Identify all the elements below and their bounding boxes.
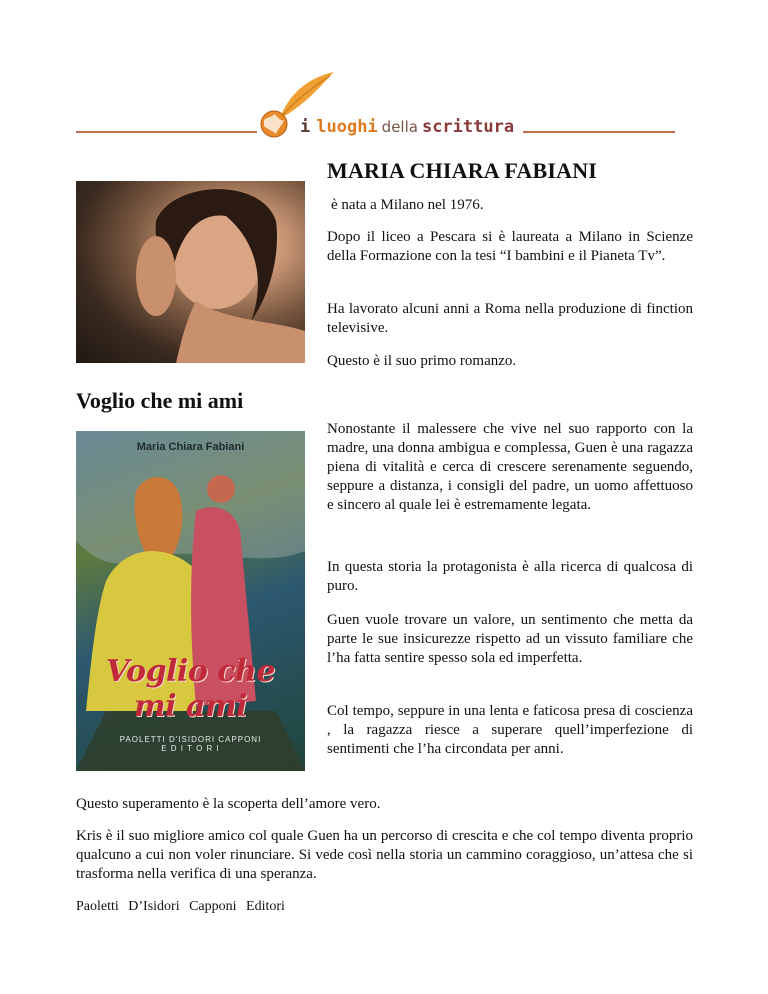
book-title-heading: Voglio che mi ami [76, 388, 244, 413]
logo-della: della [381, 118, 418, 136]
synopsis-paragraph-1: Nonostante il malessere che vive nel suo rapporto con la madre, una donna ambigua e complessa, Guen è una ragazza piena di vitalità e cerca di crescere serenamente seguendo, seppure a distanza, i consigli del padre, un uomo affettuoso e sincero al quale lei è estremamente legata. [327, 421, 693, 513]
header-rule-left [76, 131, 257, 133]
synopsis-paragraph-4: Col tempo, seppure in una lenta e faticosa presa di coscienza , la ragazza riesce a superare quell’imperfezione di sentimenti che l’ha circondata per anni. [327, 703, 693, 757]
bio-work: Ha lavorato alcuni anni a Roma nella produzione di finction televisive. [327, 301, 693, 336]
bio-birth: è nata a Milano nel 1976. [331, 197, 484, 213]
synopsis-paragraph-6: Kris è il suo migliore amico col quale Guen ha un percorso di crescita e che col tempo diventa proprio qualcuno a cui non voler rinunciare. Si vede così nella storia un cammino coraggioso, un’attesa che si trasforma nella verifica di una speranza. [76, 828, 693, 882]
publisher-footer: Paoletti D’Isidori Capponi Editori [76, 899, 285, 914]
cover-publisher [76, 735, 305, 753]
site-logo-text [300, 114, 514, 140]
header-rule-right [523, 131, 675, 133]
cover-author: Maria Chiara Fabiani [136, 441, 245, 453]
cover-title: Voglio che mi ami [106, 654, 275, 724]
author-photo [76, 181, 305, 363]
bio-education: Dopo il liceo a Pescara si è laureata a Milano in Scienze della Formazione con la tesi “I bambini e il Pianeta Tv”. [327, 229, 693, 264]
logo-i: i [300, 117, 311, 137]
synopsis-paragraph-2: In questa storia la protagonista è alla ricerca di qualcosa di puro. [327, 559, 693, 594]
logo-luoghi: luoghi [316, 117, 378, 137]
synopsis-paragraph-5: Questo superamento è la scoperta dell’amore vero. [76, 796, 381, 812]
book-cover [76, 431, 305, 771]
cover-publisher-line2: E D I T O R I [161, 744, 220, 753]
bio-first-novel: Questo è il suo primo romanzo. [327, 353, 517, 369]
synopsis-paragraph-3: Guen vuole trovare un valore, un sentimento che metta da parte le sue insicurezze rispetto ad un vissuto familiare che l’ha fatta sentire spesso sola ed imperfetta. [327, 612, 693, 666]
cover-publisher-line1: PAOLETTI D'ISIDORI CAPPONI [119, 735, 262, 744]
logo-scrittura: scrittura [421, 117, 515, 137]
author-name: MARIA CHIARA FABIANI [327, 158, 598, 183]
